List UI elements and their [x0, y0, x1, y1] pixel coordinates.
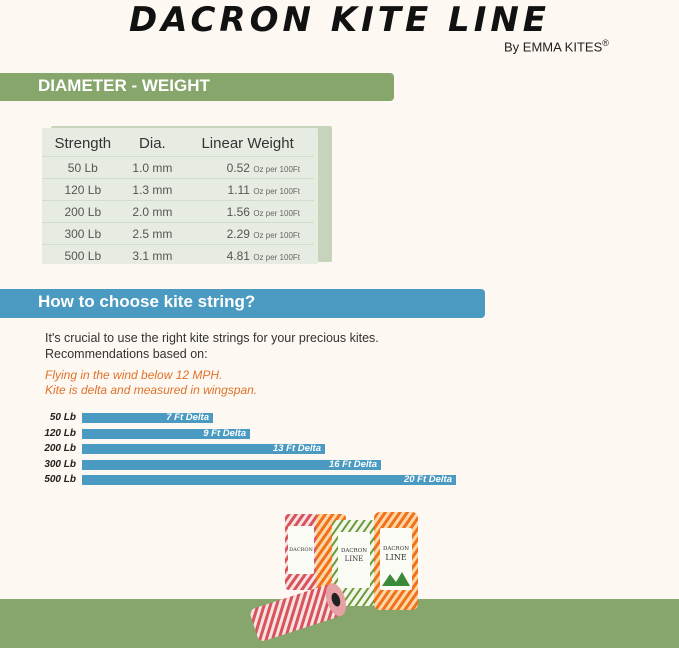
cell-strength: 500 Lb: [42, 245, 124, 267]
bar-category-label: 120 Lb: [44, 427, 76, 439]
brand-name: [504, 38, 609, 54]
spec-table: [42, 131, 314, 266]
weight-value: 1.11: [227, 182, 250, 197]
bar-row: [0, 443, 679, 455]
cell-strength: 120 Lb: [42, 179, 124, 201]
cell-diameter: 3.1 mm: [124, 245, 182, 267]
table-row: [42, 157, 314, 179]
cell-linear-weight: [181, 201, 314, 223]
table-header-row: [42, 131, 314, 157]
weight-value: 1.56: [226, 204, 250, 219]
bar-row: [0, 459, 679, 471]
intro-line-2: Recommendations based on:: [45, 347, 208, 361]
bar-value-label: 9 Ft Delta: [203, 427, 246, 439]
col-diameter: Dia.: [139, 135, 166, 152]
cell-linear-weight: [181, 157, 314, 179]
product-spools-image: [240, 508, 440, 648]
choose-string-heading: How to choose kite string?: [38, 292, 256, 311]
bar-value-label: 20 Ft Delta: [403, 474, 452, 485]
cell-diameter: 2.5 mm: [124, 223, 182, 245]
cell-linear-weight: [181, 223, 314, 245]
table-row: [42, 245, 314, 267]
weight-unit: Oz per 100Ft: [253, 164, 300, 174]
weight-value: 0.52: [226, 160, 250, 175]
spool-label-3-text2: LINE: [385, 553, 407, 562]
weight-unit: Oz per 100Ft: [253, 208, 300, 218]
registered-mark: ®: [602, 38, 609, 48]
table-row: [42, 179, 314, 201]
bar-row: [0, 428, 679, 440]
table-row: [42, 201, 314, 223]
cell-linear-weight: [181, 245, 314, 267]
cell-linear-weight: [181, 179, 314, 201]
weight-unit: Oz per 100Ft: [253, 230, 300, 240]
bar-category-label: 300 Lb: [44, 458, 76, 470]
bar-category-label: 50 Lb: [49, 412, 76, 423]
note-line-2: Kite is delta and measured in wingspan.: [45, 383, 258, 397]
cell-strength: 200 Lb: [42, 201, 124, 223]
intro-text: [45, 330, 379, 362]
weight-unit: Oz per 100Ft: [253, 252, 300, 262]
weight-unit: Oz per 100Ft: [253, 186, 300, 196]
weight-value: 2.29: [226, 226, 250, 241]
bar-value-label: 13 Ft Delta: [272, 443, 321, 454]
cell-strength: 50 Lb: [42, 157, 124, 179]
bar-category-label: 200 Lb: [44, 443, 76, 454]
bar-row: [0, 474, 679, 486]
note-line-1: Flying in the wind below 12 MPH.: [45, 368, 223, 382]
spool-red-front: [249, 581, 350, 643]
cell-diameter: 1.0 mm: [124, 157, 182, 179]
intro-line-1: It's crucial to use the right kite strings for your precious kites.: [45, 331, 379, 345]
col-linear-weight: Linear Weight: [201, 135, 294, 152]
bar-category-label: 500 Lb: [44, 474, 76, 485]
bar-value-label: 16 Ft Delta: [328, 458, 377, 470]
conditions-note: [45, 368, 257, 398]
spool-label-1-text: DACRON: [289, 547, 313, 553]
spool-label-3-text: DACRON: [382, 546, 410, 552]
spool-label-2-text: DACRON: [340, 548, 368, 554]
cell-strength: 300 Lb: [42, 223, 124, 245]
page-title: DACRON KITE LINE: [128, 0, 551, 40]
cell-diameter: 1.3 mm: [124, 179, 182, 201]
table-row: [42, 223, 314, 245]
col-strength: Strength: [54, 135, 112, 152]
cell-diameter: 2.0 mm: [124, 201, 182, 223]
bar-value-label: 7 Ft Delta: [166, 412, 209, 423]
weight-value: 4.81: [226, 248, 250, 263]
bar-row: [0, 412, 679, 424]
diameter-weight-heading: DIAMETER - WEIGHT: [38, 76, 210, 95]
brand-text: By EMMA KITES: [504, 39, 603, 55]
spool-label-2-text2: LINE: [344, 555, 364, 563]
